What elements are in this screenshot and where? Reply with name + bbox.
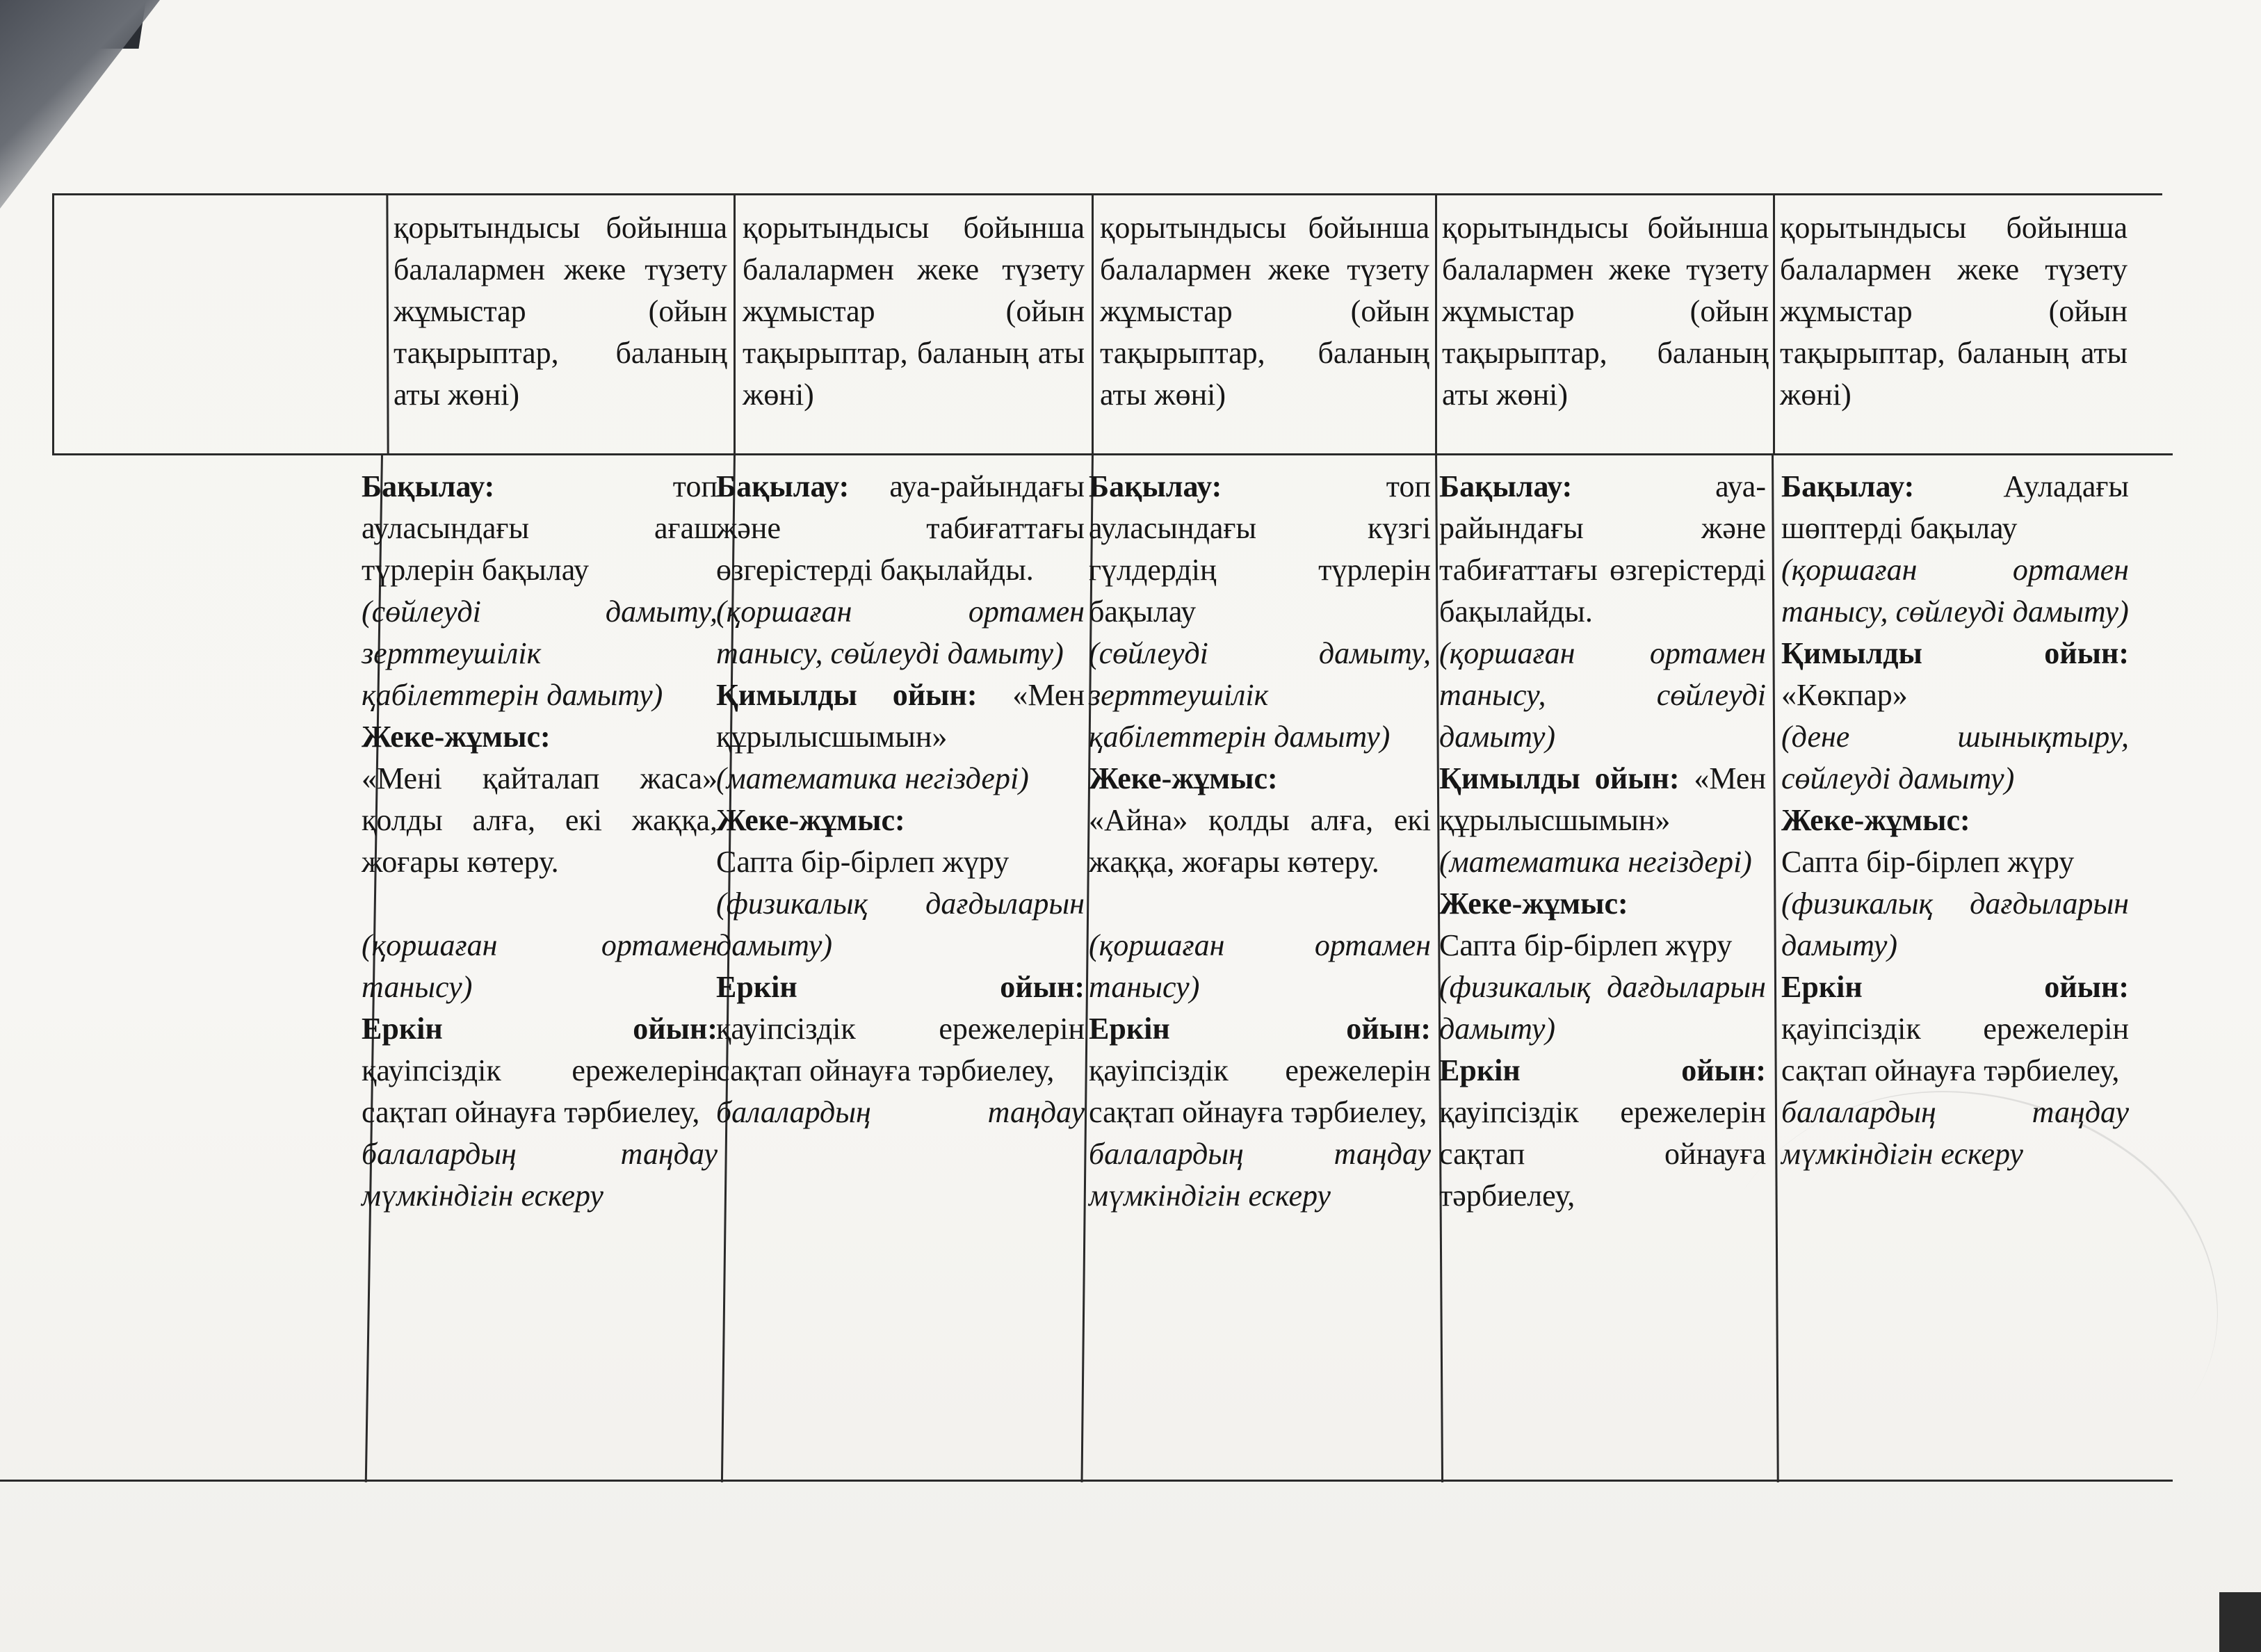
observe-label: Бақылау: xyxy=(716,469,850,503)
free-play-text: қауіпсіздік ережелерін сақтап ойнауға тәрбиелеу, xyxy=(1781,1012,2129,1087)
individual-text: Сапта бір-бірлеп жүру xyxy=(1781,845,2075,879)
observe-text: топ ауласындағы күзгі гүлдердің түрлерін бақылау xyxy=(1089,469,1431,629)
column-divider-2 xyxy=(734,193,736,453)
game-text: «Көкпар» xyxy=(1781,678,1908,712)
game-note: (математика негіздері) xyxy=(1439,845,1752,879)
individual-note: (физикалық дағдыларын дамыту) xyxy=(1781,886,2129,962)
observe-label: Бақылау: xyxy=(1439,469,1573,503)
free-play-label: Еркін ойын: xyxy=(1439,1053,1766,1087)
activity-cell-5 xyxy=(1781,466,2129,1175)
individual-label: Жеке-жұмыс: xyxy=(1781,803,1970,837)
observe-note: (сөйлеуді дамыту, зерттеушілік қабілеттерін дамыту) xyxy=(362,594,718,712)
activity-cell-1 xyxy=(362,466,718,1217)
header-cell-5: қорытындысы бойынша балалармен жеке түзету жұмыстар (ойын тақырыптар, баланың аты жөні) xyxy=(1780,211,2128,412)
free-play-text: қауіпсіздік ережелерін сақтап ойнауға тәрбиелеу, xyxy=(362,1053,718,1129)
column-divider-5 xyxy=(1773,193,1775,453)
free-play-text: қауіпсіздік ережелерін сақтап ойнауға тәрбиелеу, xyxy=(716,1012,1085,1087)
header-cell-2: қорытындысы бойынша балалармен жеке түзету жұмыстар (ойын тақырыптар, баланың аты жөні) xyxy=(743,211,1085,412)
game-text: «Мен құрылысшымын» xyxy=(1439,761,1766,837)
table-left-border xyxy=(52,193,54,453)
game-text: «Мен құрылысшымын» xyxy=(716,678,1085,754)
table-bottom-border xyxy=(0,1480,2173,1482)
free-play-note: балалардың таңдау мүмкіндігін ескеру xyxy=(1089,1137,1431,1213)
free-play-note: балалардың таңдау xyxy=(716,1095,1085,1129)
table-top-border xyxy=(52,193,2162,195)
game-label: Қимылды ойын: xyxy=(1439,761,1680,795)
individual-text: Сапта бір-бірлеп жүру xyxy=(1439,928,1733,962)
game-label: Қимылды ойын: xyxy=(1781,636,2129,670)
observe-label: Бақылау: xyxy=(362,469,495,503)
header-cell-4: қорытындысы бойынша балалармен жеке түзету жұмыстар (ойын тақырыптар, баланың аты жөні) xyxy=(1442,211,1769,412)
free-play-label: Еркін ойын: xyxy=(716,970,1085,1004)
individual-label: Жеке-жұмыс: xyxy=(1089,761,1278,795)
individual-text: «Мені қайталап жаса» қолды алға, екі жаққа, жоғары көтеру. xyxy=(362,761,718,879)
individual-note: (қоршаған ортамен танысу) xyxy=(1089,928,1431,1004)
observe-note: (сөйлеуді дамыту, зерттеушілік қабілеттерін дамыту) xyxy=(1089,636,1431,754)
header-cell-3: қорытындысы бойынша балалармен жеке түзету жұмыстар (ойын тақырыптар, баланың аты жөні) xyxy=(1100,211,1429,412)
individual-label: Жеке-жұмыс: xyxy=(362,720,551,754)
table-row-divider xyxy=(52,453,2173,455)
individual-label: Жеке-жұмыс: xyxy=(716,803,905,837)
desk-edge-right xyxy=(2219,1592,2261,1652)
observe-note: (қоршаған ортамен танысу, сөйлеуді дамыту) xyxy=(1439,636,1766,754)
free-play-label: Еркін ойын: xyxy=(362,1012,718,1046)
column-divider-4 xyxy=(1435,193,1437,453)
free-play-note: балалардың таңдау мүмкіндігін ескеру xyxy=(1781,1095,2129,1171)
individual-text: «Айна» қолды алға, екі жаққа, жоғары көтеру. xyxy=(1089,803,1431,879)
activity-cell-4 xyxy=(1439,466,1766,1217)
individual-note: (физикалық дағдыларын дамыту) xyxy=(716,886,1085,962)
free-play-text: қауіпсіздік ережелерін сақтап ойнауға тәрбиелеу, xyxy=(1439,1095,1766,1213)
game-label: Қимылды ойын: xyxy=(716,678,978,712)
activity-cell-3 xyxy=(1089,466,1431,1217)
free-play-text: қауіпсіздік ережелерін сақтап ойнауға тәрбиелеу, xyxy=(1089,1053,1431,1129)
observe-note: (қоршаған ортамен танысу, сөйлеуді дамыту) xyxy=(716,594,1085,670)
observe-text: ауа-райындағы және табиғаттағы өзгерістерді бақылайды. xyxy=(716,469,1085,587)
individual-note: (физикалық дағдыларын дамыту) xyxy=(1439,970,1766,1046)
observe-note: (қоршаған ортамен танысу, сөйлеуді дамыту) xyxy=(1781,553,2129,629)
game-note: (математика негіздері) xyxy=(716,761,1029,795)
header-cell-1: қорытындысы бойынша балалармен жеке түзету жұмыстар (ойын тақырыптар, баланың аты жөні) xyxy=(394,211,727,412)
observe-label: Бақылау: xyxy=(1089,469,1222,503)
free-play-note: балалардың таңдау мүмкіндігін ескеру xyxy=(362,1137,718,1213)
activity-cell-2 xyxy=(716,466,1085,1133)
individual-note: (қоршаған ортамен танысу) xyxy=(362,928,718,1004)
observe-text: Ауладағы шөптерді бақылау xyxy=(1781,469,2129,545)
individual-label: Жеке-жұмыс: xyxy=(1439,886,1628,921)
free-play-label: Еркін ойын: xyxy=(1781,970,2129,1004)
individual-text: Сапта бір-бірлеп жүру xyxy=(716,845,1010,879)
observe-label: Бақылау: xyxy=(1781,469,1915,503)
observe-text: топ ауласындағы ағаш түрлерін бақылау xyxy=(362,469,718,587)
observe-text: ауа-райындағы және табиғаттағы өзгерістерді бақылайды. xyxy=(1439,469,1766,629)
game-note: (дене шынықтыру, сөйлеуді дамыту) xyxy=(1781,720,2129,795)
column-divider-3 xyxy=(1092,193,1094,453)
free-play-label: Еркін ойын: xyxy=(1089,1012,1431,1046)
